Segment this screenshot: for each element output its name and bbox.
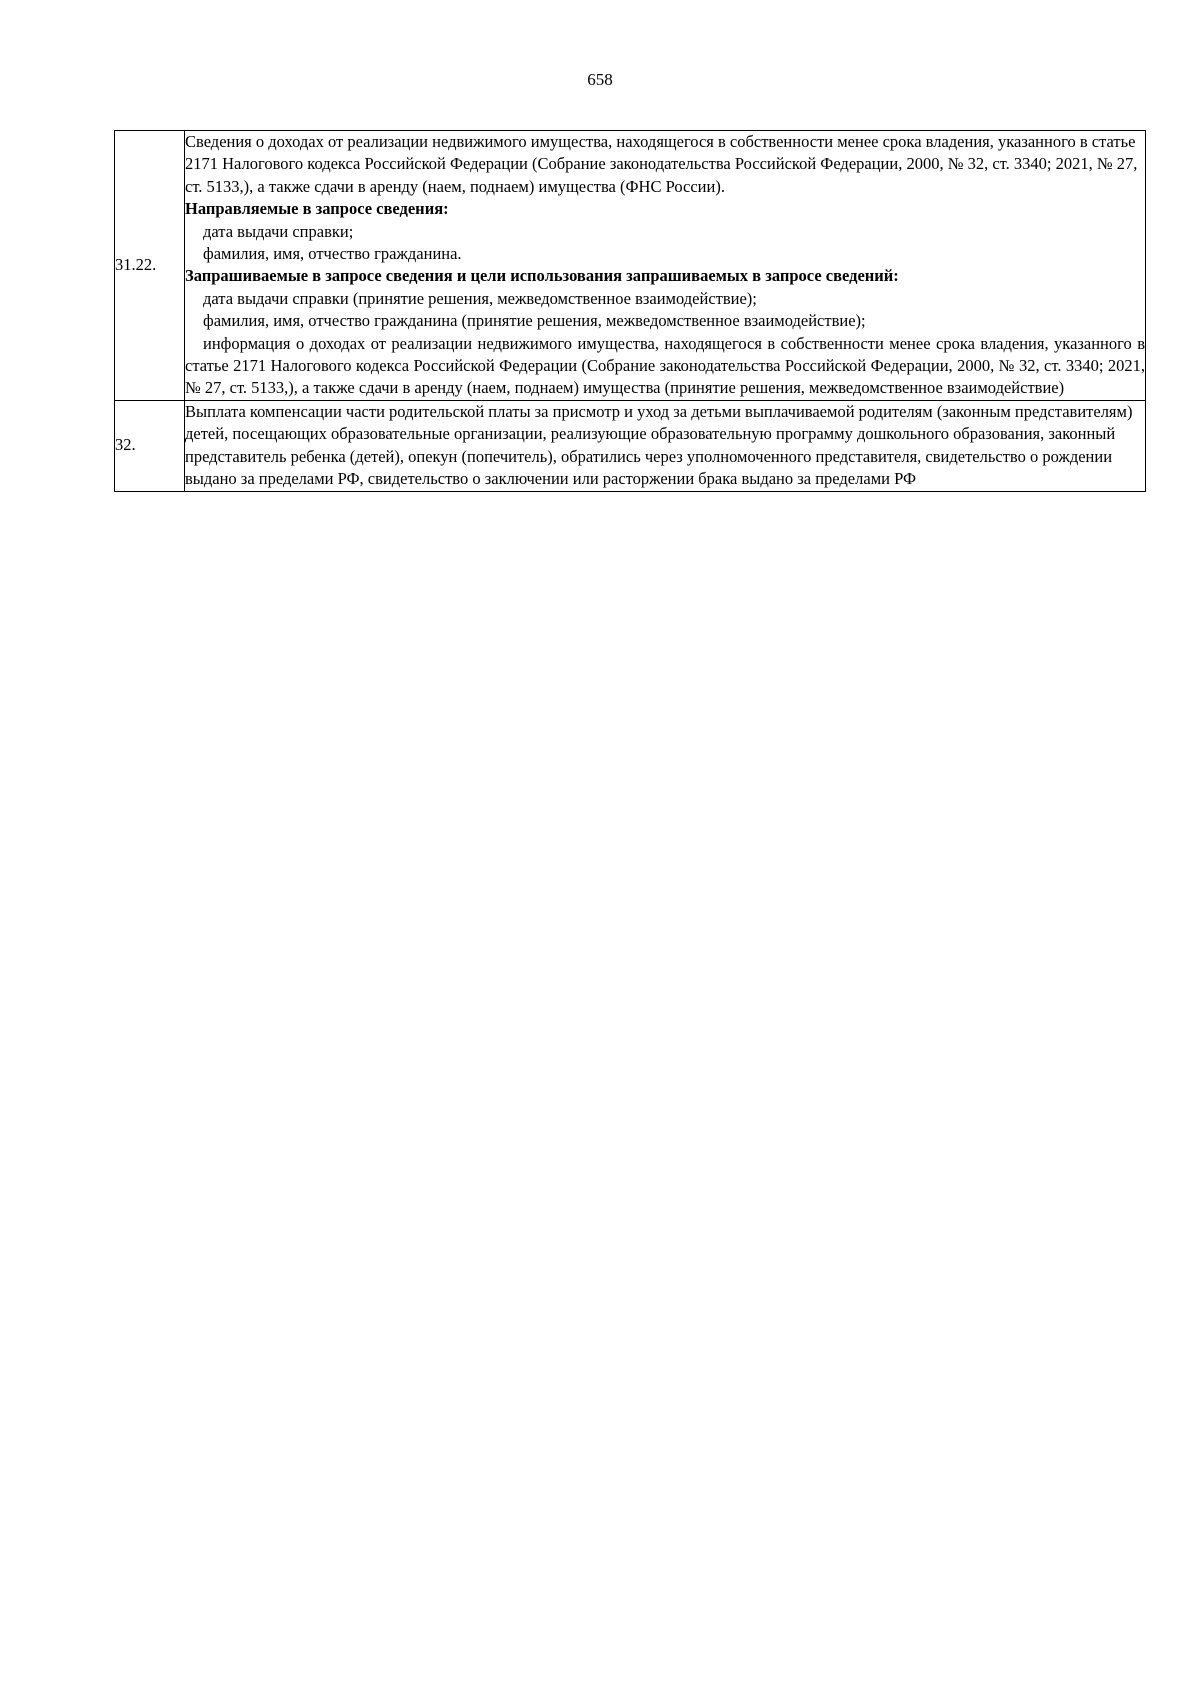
row-description: Сведения о доходах от реализации недвижимого имущества, находящегося в собственности менее срока владения, указанного в статье 2171 Налогового кодекса Российской Федерации (Собрание законодательства Российской Федерации, 2000, № 32, ст. 3340; 2021, № 27, ст. 5133,), а также сдачи в аренду (наем, поднаем) имущества (ФНС России). bbox=[185, 132, 1138, 196]
row-number: 31.22. bbox=[115, 131, 185, 401]
services-table bbox=[114, 130, 1146, 492]
sent-data-item: дата выдачи справки; bbox=[203, 221, 354, 241]
sent-data-heading: Направляемые в запросе сведения: bbox=[185, 199, 449, 219]
row-description: Выплата компенсации части родительской платы за присмотр и уход за детьми выплачиваемой родителям (законным представителям) детей, посещающих образовательные организации, реализующие образовательную программу дошкольного образования, законный представитель ребенка (детей), опекун (попечитель), обратились через уполномоченного представителя, свидетельство о рождении выдано за пределами РФ, свидетельство о заключении или расторжении брака выдано за пределами РФ bbox=[185, 401, 1133, 489]
requested-data-item: дата выдачи справки (принятие решения, межведомственное взаимодействие); bbox=[203, 288, 757, 308]
table-row bbox=[115, 400, 1146, 491]
page-number: 658 bbox=[587, 70, 613, 89]
row-number: 32. bbox=[115, 400, 185, 491]
row-content bbox=[185, 131, 1146, 401]
sent-data-item: фамилия, имя, отчество гражданина. bbox=[203, 244, 462, 264]
requested-data-item: информация о доходах от реализации недвижимого имущества, находящегося в собственности менее срока владения, указанного в статье 2171 Налогового кодекса Российской Федерации (Собрание законодательства Российской Федерации, 2000, № 32, ст. 3340; 2021, № 27, ст. 5133,), а также сдачи в аренду (наем, поднаем) имущества (принятие решения, межведомственное взаимодействие) bbox=[185, 333, 1145, 398]
row-content bbox=[185, 400, 1146, 491]
table-row bbox=[115, 131, 1146, 401]
requested-data-heading: Запрашиваемые в запросе сведения и цели использования запрашиваемых в запросе сведений: bbox=[185, 266, 899, 286]
requested-data-item: фамилия, имя, отчество гражданина (принятие решения, межведомственное взаимодействие); bbox=[203, 311, 866, 331]
